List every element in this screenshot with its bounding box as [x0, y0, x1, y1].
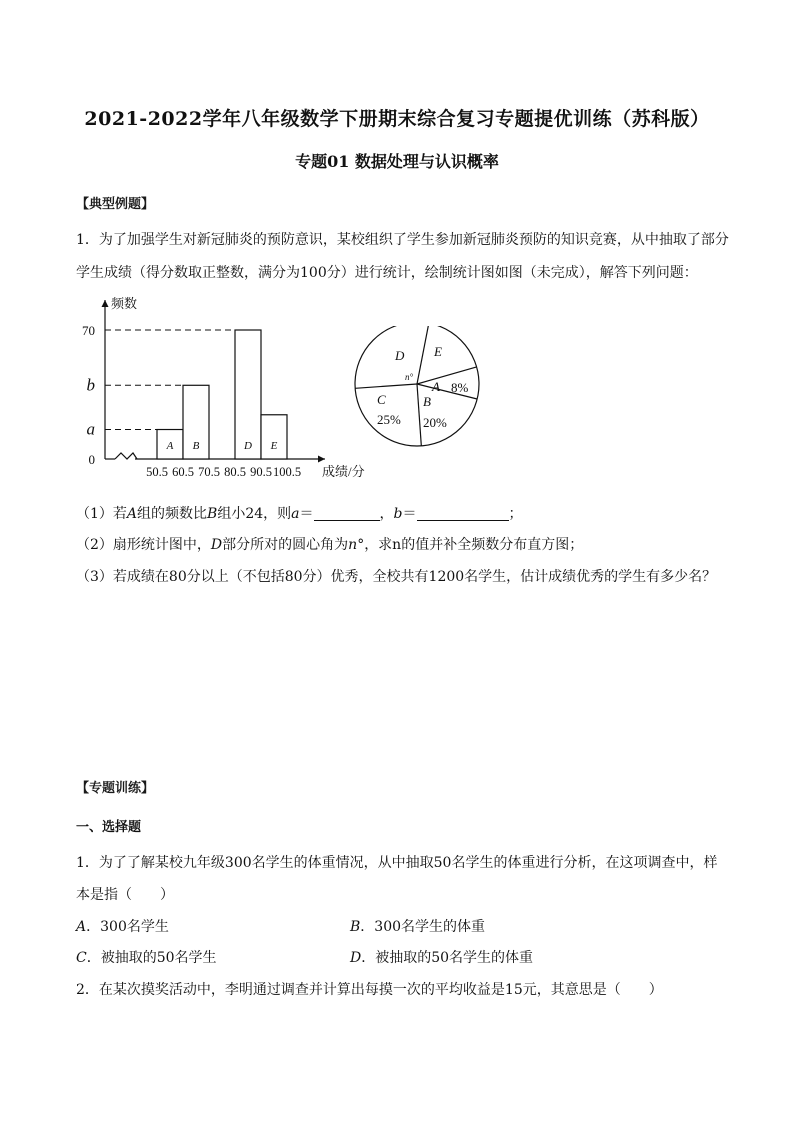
sector-boundary-4 [355, 384, 417, 388]
training-question-2: 2．在某次摸奖活动中，李明通过调查并计算出每摸一次的平均收益是15元，其意思是（ ） [76, 982, 663, 998]
x-tick-label: 50.5 [146, 465, 168, 479]
bar-label-D: D [244, 440, 252, 452]
x-tick-label: 70.5 [198, 465, 220, 479]
bar-label-B: B [192, 440, 200, 452]
sector-label-B: B [423, 394, 431, 409]
axis-break [115, 453, 137, 459]
section-tag-example: 【典型例题】 [76, 197, 155, 212]
option-a[interactable]: A．300名学生 [76, 919, 169, 935]
sector-label-D: D [395, 348, 405, 363]
option-c[interactable]: C．被抽取的50名学生 [76, 950, 217, 966]
sector-percent-B: 20% [423, 415, 447, 430]
sector-label-C: C [377, 392, 386, 407]
y-tick-label: b [86, 375, 95, 395]
training-question-1-line-1: 1．为了了解某校九年级300名学生的体重情况，从中抽取50名学生的体重进行分析，在这项调查中，样 [76, 855, 718, 871]
answer-blank-b[interactable] [417, 506, 509, 521]
y-tick-label: a [86, 419, 95, 439]
sector-percent-A: 8% [451, 380, 469, 395]
bar-label-E: E [270, 440, 278, 452]
frequency-histogram [70, 290, 370, 485]
x-tick-label: 60.5 [172, 465, 194, 479]
angle-label: n° [405, 372, 414, 382]
topic-subtitle: 专题01 数据处理与认识概率 [295, 152, 499, 171]
x-tick-label: 90.5 [250, 465, 272, 479]
bar-E [261, 415, 287, 459]
y-tick-label: 0 [88, 452, 95, 467]
question-1-line-1: 1．为了加强学生对新冠肺炎的预防意识，某校组织了学生参加新冠肺炎预防的知识竞赛，从中抽取了部分 [76, 232, 729, 248]
x-tick-label: 80.5 [224, 465, 246, 479]
sector-percent-C: 25% [377, 412, 401, 427]
sub-question-1: （1）若A组的频数比B组小24，则a＝ ，b＝ ； [76, 506, 523, 522]
page-title: 2021-2022学年八年级数学下册期末综合复习专题提优训练（苏科版） [84, 108, 710, 130]
sector-boundary-3 [417, 384, 421, 446]
option-b[interactable]: B．300名学生的体重 [350, 919, 486, 935]
sector-label-E: E [434, 344, 442, 359]
section-tag-training: 【专题训练】 [76, 781, 155, 796]
question-1-line-2: 学生成绩（得分数取正整数，满分为100分）进行统计，绘制统计图如图（未完成），解答下列问题： [76, 265, 698, 281]
sector-pie-chart [350, 326, 490, 451]
section-heading-choice: 一、选择题 [76, 820, 142, 835]
sub-question-2: （2）扇形统计图中，D部分所对的圆心角为n°，求n的值并补全频数分布直方图； [76, 537, 584, 553]
sector-boundary-0 [417, 326, 429, 384]
x-axis-label: 成绩/分 [322, 464, 365, 479]
y-tick-label: 70 [82, 323, 95, 338]
sub-question-3: （3）若成绩在80分以上（不包括80分）优秀，全校共有1200名学生，估计成绩优秀的学生有多少名？ [76, 569, 717, 585]
answer-blank-a[interactable] [314, 506, 380, 521]
option-d[interactable]: D．被抽取的50名学生的体重 [350, 950, 534, 966]
x-tick-label: 100.5 [272, 465, 302, 479]
sector-label-A: A [432, 379, 440, 394]
y-axis-label: 频数 [111, 296, 138, 311]
training-question-1-line-2: 本是指（ ） [76, 887, 174, 903]
bar-label-A: A [166, 440, 174, 452]
